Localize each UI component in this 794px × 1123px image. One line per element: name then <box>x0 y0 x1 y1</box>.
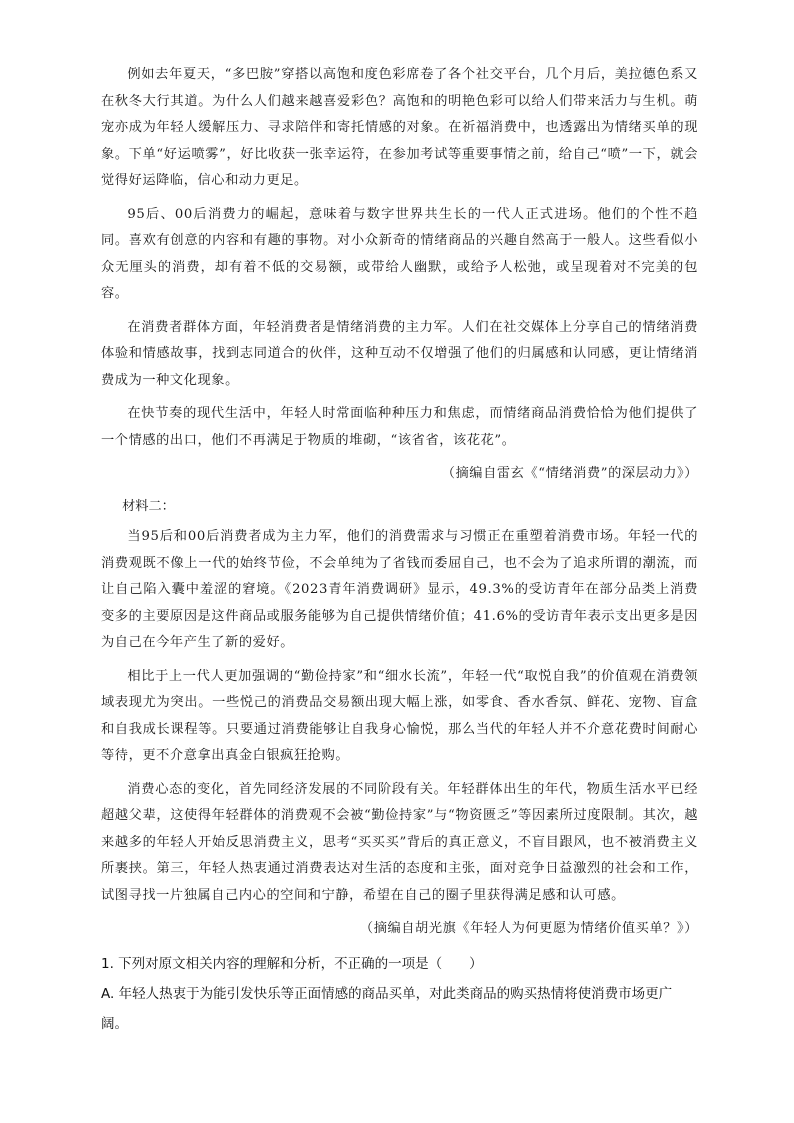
material2-paragraph-1: 当95后和00后消费者成为主力军，他们的消费需求与习惯正在重塑着消费市场。年轻一代的消费观既不像上一代的始终节俭，不会单纯为了省钱而委屈自己，也不会为了追求所谓的潮流，而让自己陷入囊中羞涩的窘境。《2023青年消费调研》显示，49.3%的受访青年在部分品类上消费变多的主要原因是这件商品或服务能够为自己提供情绪价值；41.6%的受访青年表示支出更多是因为自己在今年产生了新的爱好。 <box>101 529 698 650</box>
material2-paragraph-3: 消费心态的变化，首先同经济发展的不同阶段有关。年轻群体出生的年代，物质生活水平已经超越父辈，这使得年轻群体的消费观不会被“勤俭持家”与“物资匮乏”等因素所过度限制。其次，越来越多的年轻人开始反思消费主义，思考“买买买”背后的真正意义，不盲目跟风，也不被消费主义所裹挟。第三，年轻人热衷通过消费表达对生活的态度和主张，面对竞争日益激烈的社会和工作，试图寻找一片独属自己内心的空间和宁静，希望在自己的圈子里获得满足感和认可感。 <box>101 781 698 903</box>
material2-label: 材料二： <box>122 498 175 514</box>
material1-paragraph-2: 95后、00后消费力的崛起，意味着与数字世界共生长的一代人正式进场。他们的个性不趋同。喜欢有创意的内容和有趣的事物。对小众新奇的情绪商品的兴趣自然高于一般人。这些看似小众无厘头的消费，却有着不低的交易额，或带给人幽默，或给予人松弛，或呈现着对不完美的包容。 <box>101 206 698 301</box>
material2-paragraph-2: 相比于上一代人更加强调的“勤俭持家”和“细水长流”，年轻一代“取悦自我”的价值观在消费领域表现尤为突出。一些悦己的消费品交易额出现大幅上涨，如零食、香水香氛、鲜花、宠物、盲盒和自我成长课程等。只要通过消费能够让自我身心愉悦，那么当代的年轻人并不介意花费时间耐心等待，更不介意拿出真金白银疯狂抢购。 <box>101 668 698 763</box>
material1-source: （摘编自雷玄《“情绪消费”的深层动力》） <box>441 466 698 481</box>
question-stem: 1. 下列对原文相关内容的理解和分析，不正确的一项是（ ） <box>101 955 483 972</box>
question-option-a: A. 年轻人热衷于为能引发快乐等正面情感的商品买单，对此类商品的购买热情将使消费市场更广阔。 <box>101 985 673 1032</box>
material1-paragraph-1: 例如去年夏天，“多巴胺”穿搭以高饱和度色彩席卷了各个社交平台，几个月后，美拉德色系又在秋冬大行其道。为什么人们越来越喜爱彩色？高饱和的明艳色彩可以给人们带来活力与生机。萌宠亦成为年轻人缓解压力、寻求陪伴和寄托情感的对象。在祈福消费中，也透露出为情绪买单的现象。下单“好运喷雾”，好比收获一张幸运符，在参加考试等重要事情之前，给自己“喷”一下，就会觉得好运降临，信心和动力更足。 <box>101 67 698 188</box>
material2-source: （摘编自胡光旗《年轻人为何更愿为情绪价值买单？》） <box>359 921 698 936</box>
material1-paragraph-3: 在消费者群体方面，年轻消费者是情绪消费的主力军。人们在社交媒体上分享自己的情绪消费体验和情感故事，找到志同道合的伙伴，这种互动不仅增强了他们的归属感和认同感，更让情绪消费成为一种文化现象。 <box>101 319 698 388</box>
material1-paragraph-4: 在快节奏的现代生活中，年轻人时常面临种种压力和焦虑，而情绪商品消费恰恰为他们提供了一个情感的出口，他们不再满足于物质的堆砌，“该省省，该花花”。 <box>101 406 698 448</box>
